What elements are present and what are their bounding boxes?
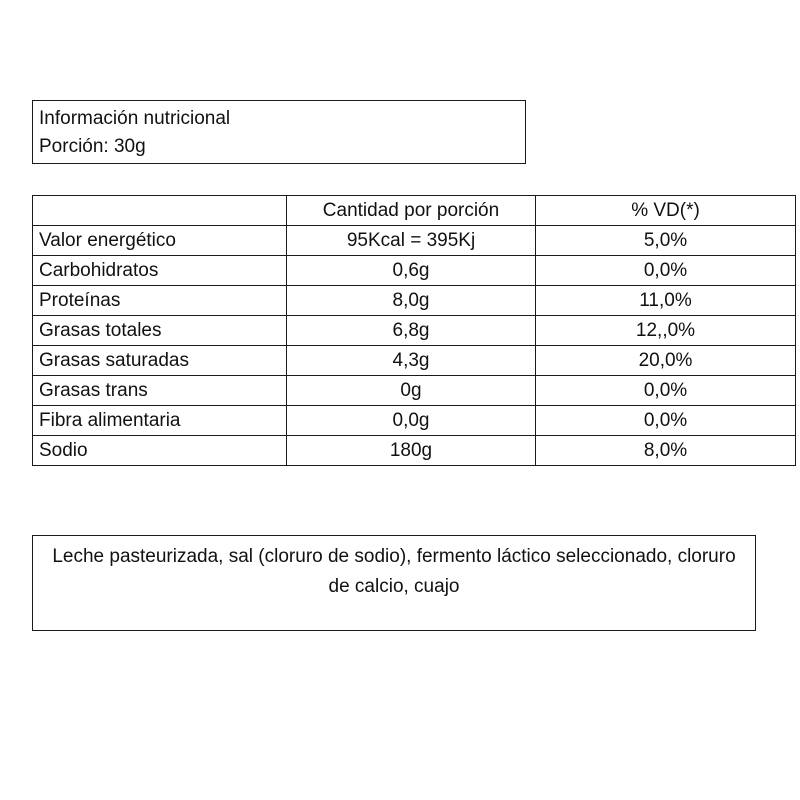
nutrient-name: Carbohidratos — [33, 256, 287, 286]
nutrient-name: Grasas totales — [33, 316, 287, 346]
ingredients-text: Leche pasteurizada, sal (cloruro de sodio), fermento láctico seleccionado, cloruro de calcio, cuajo — [52, 546, 736, 597]
table-header-row — [33, 196, 796, 226]
nutrient-amount: 95Kcal = 395Kj — [287, 226, 536, 256]
nutrient-daily-value: 11,0% — [536, 286, 796, 316]
nutrient-daily-value: 20,0% — [536, 346, 796, 376]
portion-size: Porción: 30g — [39, 136, 146, 157]
table-row — [33, 346, 796, 376]
table-row — [33, 256, 796, 286]
table-row — [33, 316, 796, 346]
nutrient-amount: 0,6g — [287, 256, 536, 286]
nutrient-amount: 0,0g — [287, 406, 536, 436]
nutrient-name: Proteínas — [33, 286, 287, 316]
column-header-daily-value: % VD(*) — [536, 196, 796, 226]
nutrient-amount: 6,8g — [287, 316, 536, 346]
ingredients-box — [32, 535, 756, 631]
column-header-nutrient — [33, 196, 287, 226]
nutrient-name: Valor energético — [33, 226, 287, 256]
column-header-amount: Cantidad por porción — [287, 196, 536, 226]
nutrient-name: Grasas trans — [33, 376, 287, 406]
nutrient-daily-value: 0,0% — [536, 376, 796, 406]
nutrient-daily-value: 0,0% — [536, 256, 796, 286]
table-row — [33, 226, 796, 256]
nutrition-table — [32, 195, 796, 466]
nutrient-name: Grasas saturadas — [33, 346, 287, 376]
nutrient-daily-value: 0,0% — [536, 406, 796, 436]
nutrient-daily-value: 8,0% — [536, 436, 796, 466]
nutrient-amount: 0g — [287, 376, 536, 406]
nutrition-title: Información nutricional — [39, 108, 231, 129]
table-row — [33, 286, 796, 316]
table-row — [33, 406, 796, 436]
nutrition-header-box — [32, 100, 526, 164]
nutrient-name: Sodio — [33, 436, 287, 466]
nutrient-amount: 4,3g — [287, 346, 536, 376]
table-row — [33, 436, 796, 466]
nutrient-daily-value: 5,0% — [536, 226, 796, 256]
nutrient-amount: 8,0g — [287, 286, 536, 316]
table-row — [33, 376, 796, 406]
nutrient-amount: 180g — [287, 436, 536, 466]
nutrient-daily-value: 12,,0% — [536, 316, 796, 346]
nutrient-name: Fibra alimentaria — [33, 406, 287, 436]
